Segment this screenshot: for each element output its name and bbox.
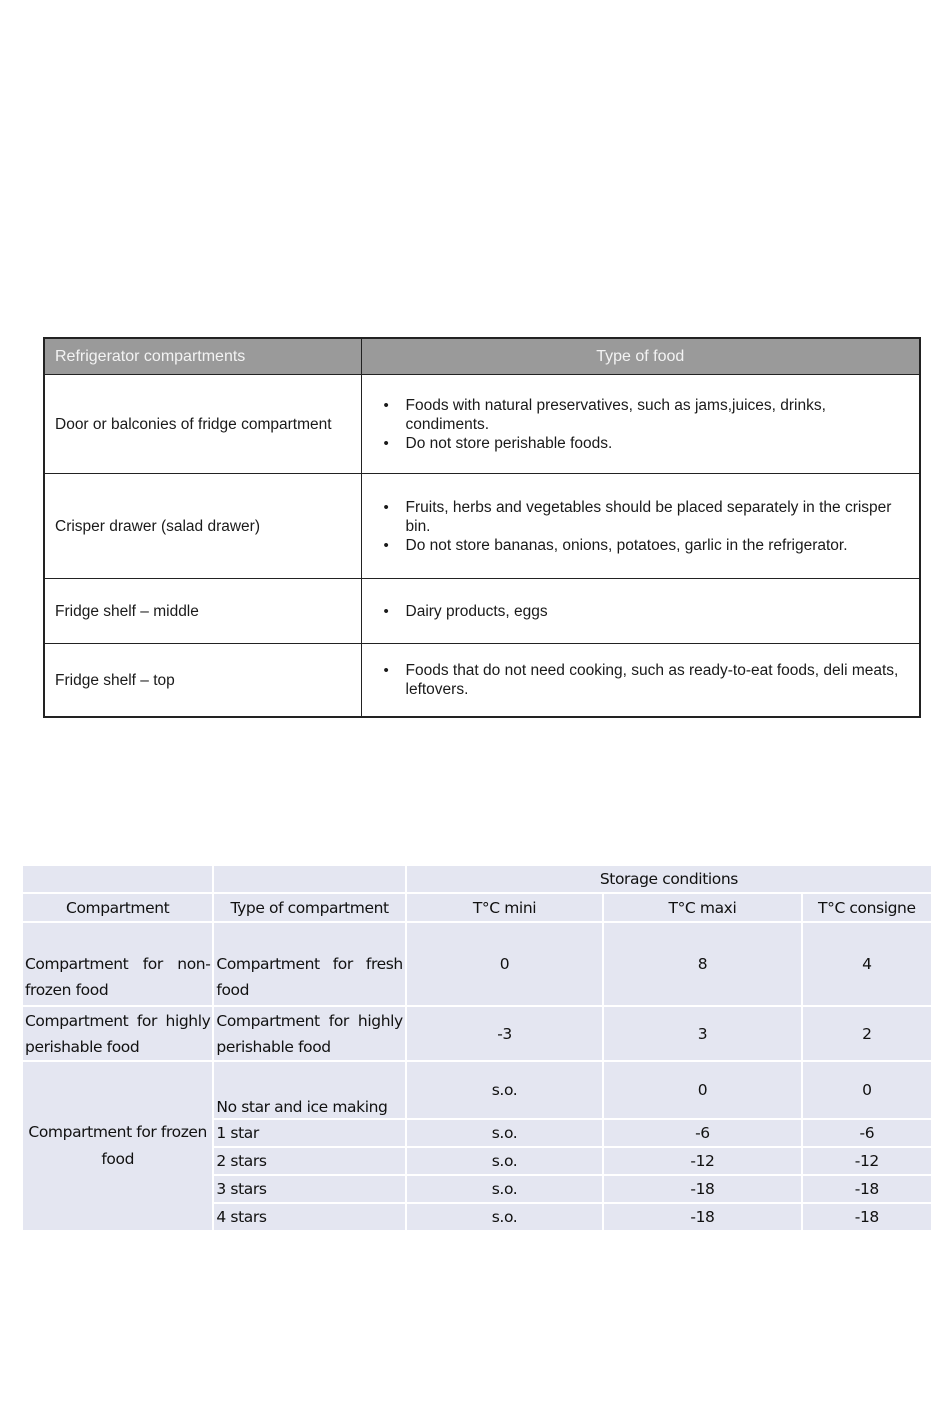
storage-conditions-header: Storage conditions <box>407 866 931 892</box>
compartment-cell: Compartment for non-frozen food <box>23 923 212 1005</box>
storage-conditions-table <box>21 864 933 1232</box>
frozen-compartment-cell: Compartment for frozen food <box>23 1062 212 1230</box>
temp-mini-cell: s.o. <box>407 1204 602 1230</box>
food-storage-table <box>43 337 921 718</box>
empty-header-cell <box>214 866 404 892</box>
type-cell: Compartment for fresh food <box>214 923 404 1005</box>
temp-mini-cell: -3 <box>407 1007 602 1060</box>
temp-mini-cell: s.o. <box>407 1176 602 1202</box>
compartment-cell: Fridge shelf – middle <box>44 579 361 644</box>
header-type-of-compartment: Type of compartment <box>214 894 404 921</box>
temp-maxi-cell: -6 <box>604 1120 800 1146</box>
list-item: • Foods with natural preservatives, such as jams,juices, drinks, condiments. <box>396 396 910 434</box>
temp-consigne-cell: 0 <box>803 1062 931 1118</box>
temp-maxi-cell: 8 <box>604 923 800 1005</box>
temp-consigne-cell: 2 <box>803 1007 931 1060</box>
table-row <box>44 579 920 644</box>
header-compartment: Compartment <box>23 894 212 921</box>
temp-consigne-cell: -12 <box>803 1148 931 1174</box>
compartment-cell: Compartment for highly perishable food <box>23 1007 212 1060</box>
header-refrigerator-compartments: Refrigerator compartments <box>44 338 361 375</box>
compartment-cell: Fridge shelf – top <box>44 644 361 718</box>
empty-header-cell <box>23 866 212 892</box>
table-header-row <box>23 866 931 892</box>
temp-mini-cell: s.o. <box>407 1120 602 1146</box>
table-row <box>44 644 920 718</box>
food-cell <box>361 644 920 718</box>
temp-mini-cell: 0 <box>407 923 602 1005</box>
header-type-of-food: Type of food <box>361 338 920 375</box>
temp-maxi-cell: -12 <box>604 1148 800 1174</box>
table-row <box>44 474 920 579</box>
type-cell: 4 stars <box>214 1204 404 1230</box>
food-cell <box>361 375 920 474</box>
table-header-row <box>44 338 920 375</box>
list-item: • Dairy products, eggs <box>396 602 910 621</box>
list-item: • Foods that do not need cooking, such as ready-to-eat foods, deli meats, leftovers. <box>396 661 910 699</box>
table-row <box>23 1007 931 1060</box>
list-item: • Fruits, herbs and vegetables should be placed separately in the crisper bin. <box>396 498 910 536</box>
temp-maxi-cell: -18 <box>604 1204 800 1230</box>
list-item: • Do not store perishable foods. <box>396 434 910 453</box>
type-cell: Compartment for highly perishable food <box>214 1007 404 1060</box>
temp-maxi-cell: -18 <box>604 1176 800 1202</box>
header-temp-maxi: T°C maxi <box>604 894 800 921</box>
table-row <box>23 1062 931 1118</box>
temp-maxi-cell: 0 <box>604 1062 800 1118</box>
temp-maxi-cell: 3 <box>604 1007 800 1060</box>
food-cell <box>361 474 920 579</box>
temp-consigne-cell: 4 <box>803 923 931 1005</box>
table-row <box>44 375 920 474</box>
table-row <box>23 923 931 1005</box>
compartment-cell: Door or balconies of fridge compartment <box>44 375 361 474</box>
type-cell: 1 star <box>214 1120 404 1146</box>
list-item: • Do not store bananas, onions, potatoes, garlic in the refrigerator. <box>396 536 910 555</box>
temp-mini-cell: s.o. <box>407 1148 602 1174</box>
temp-consigne-cell: -18 <box>803 1176 931 1202</box>
header-temp-mini: T°C mini <box>407 894 602 921</box>
table-header-row <box>23 894 931 921</box>
type-cell: 3 stars <box>214 1176 404 1202</box>
temp-consigne-cell: -18 <box>803 1204 931 1230</box>
food-cell <box>361 579 920 644</box>
compartment-cell: Crisper drawer (salad drawer) <box>44 474 361 579</box>
type-cell: 2 stars <box>214 1148 404 1174</box>
temp-mini-cell: s.o. <box>407 1062 602 1118</box>
header-temp-consigne: T°C consigne <box>803 894 931 921</box>
temp-consigne-cell: -6 <box>803 1120 931 1146</box>
type-cell: No star and ice making <box>214 1062 404 1118</box>
